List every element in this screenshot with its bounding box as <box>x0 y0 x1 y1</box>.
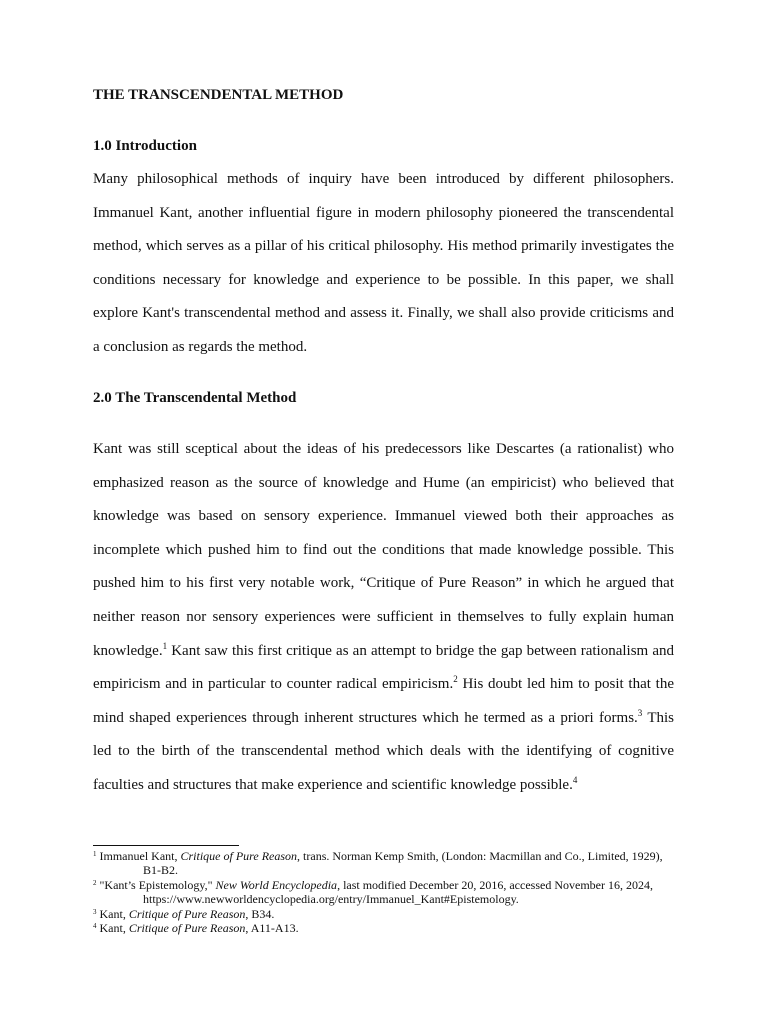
footnote-number: 1 <box>93 850 97 858</box>
footnote-separator <box>93 845 239 846</box>
footnote-marker[interactable]: 1 <box>162 640 168 651</box>
footnote-4 <box>93 921 678 935</box>
footnote-text: "Kant’s Epistemology," <box>99 877 216 892</box>
paragraph-text: Kant was still sceptical about the ideas of his predecessors like Descartes (a rationalist) who emphasized reason as the source of knowledge and Hume (an empiricist) who believed that knowledge was based on sensory experience. Immanuel viewed both their approaches as incomplete which pushed him to find out the conditions that made knowledge possible. This pushed him to his first very notable work, “Critique of Pure Reason” in which he argued that neither reason nor sensory experiences were sufficient in themselves to fully explain human knowledge. <box>93 441 674 659</box>
footnote-text: , last modified December 20, 2016, accessed November 16, 2024, https://www.newworldencyclopedia.org/entry/Immanuel_Kant#Epistemology. <box>143 877 653 907</box>
footnote-text: Immanuel Kant, <box>99 849 181 863</box>
footnote-title: New World Encyclopedia <box>215 877 338 892</box>
footnote-marker[interactable]: 3 <box>637 707 643 718</box>
section-heading-transcendental-method: 2.0 The Transcendental Method <box>93 390 297 406</box>
footnote-text: Kant, <box>99 921 129 936</box>
section-heading-introduction: 1.0 Introduction <box>93 138 197 154</box>
paragraph-text: Kant saw this first critique as an attempt to bridge the gap between rationalism and empiricism and in particular to counter radical empiricism. <box>93 642 674 693</box>
footnote-text: Kant, <box>99 906 129 921</box>
footnote-marker[interactable]: 4 <box>572 774 578 785</box>
footnote-text: , B34. <box>245 906 275 921</box>
transcendental-method-paragraph <box>93 433 674 803</box>
footnote-text: , A11-A13. <box>245 921 299 936</box>
footnote-number: 2 <box>93 878 97 887</box>
footnote-number: 3 <box>93 907 97 916</box>
document-title: THE TRANSCENDENTAL METHOD <box>93 87 344 103</box>
footnote-3 <box>93 907 678 921</box>
footnote-title: Critique of Pure Reason <box>128 906 246 921</box>
introduction-paragraph: Many philosophical methods of inquiry have been introduced by different philosophers. Immanuel Kant, another influential figure in modern philosophy pioneered the transcendental method, which serves as a pillar of his critical philosophy. His method primarily investigates the conditions necessary for knowledge and experience to be possible. In this paper, we shall explore Kant's transcendental method and assess it. Finally, we shall also provide criticisms and a conclusion as regards the method. <box>93 171 674 355</box>
footnote-title: Critique of Pure Reason <box>128 921 246 936</box>
paragraph-text: This led to the birth of the transcendental method which deals with the identifying of cognitive faculties and structures that make experience and scientific knowledge possible. <box>93 709 674 793</box>
footnote-2 <box>93 878 678 907</box>
footnote-number: 4 <box>93 922 97 931</box>
footnote-text: , trans. Norman Kemp Smith, (London: Macmillan and Co., Limited, 1929), B1-B2. <box>143 849 663 878</box>
footnote-marker[interactable]: 2 <box>453 674 458 685</box>
footnote-title: Critique of Pure Reason <box>180 849 298 863</box>
paragraph-text: His doubt led him to posit that the mind shaped experiences through inherent structures which he termed as a priori forms. <box>93 676 675 726</box>
footnote-1 <box>93 849 678 878</box>
footnotes <box>93 849 678 935</box>
